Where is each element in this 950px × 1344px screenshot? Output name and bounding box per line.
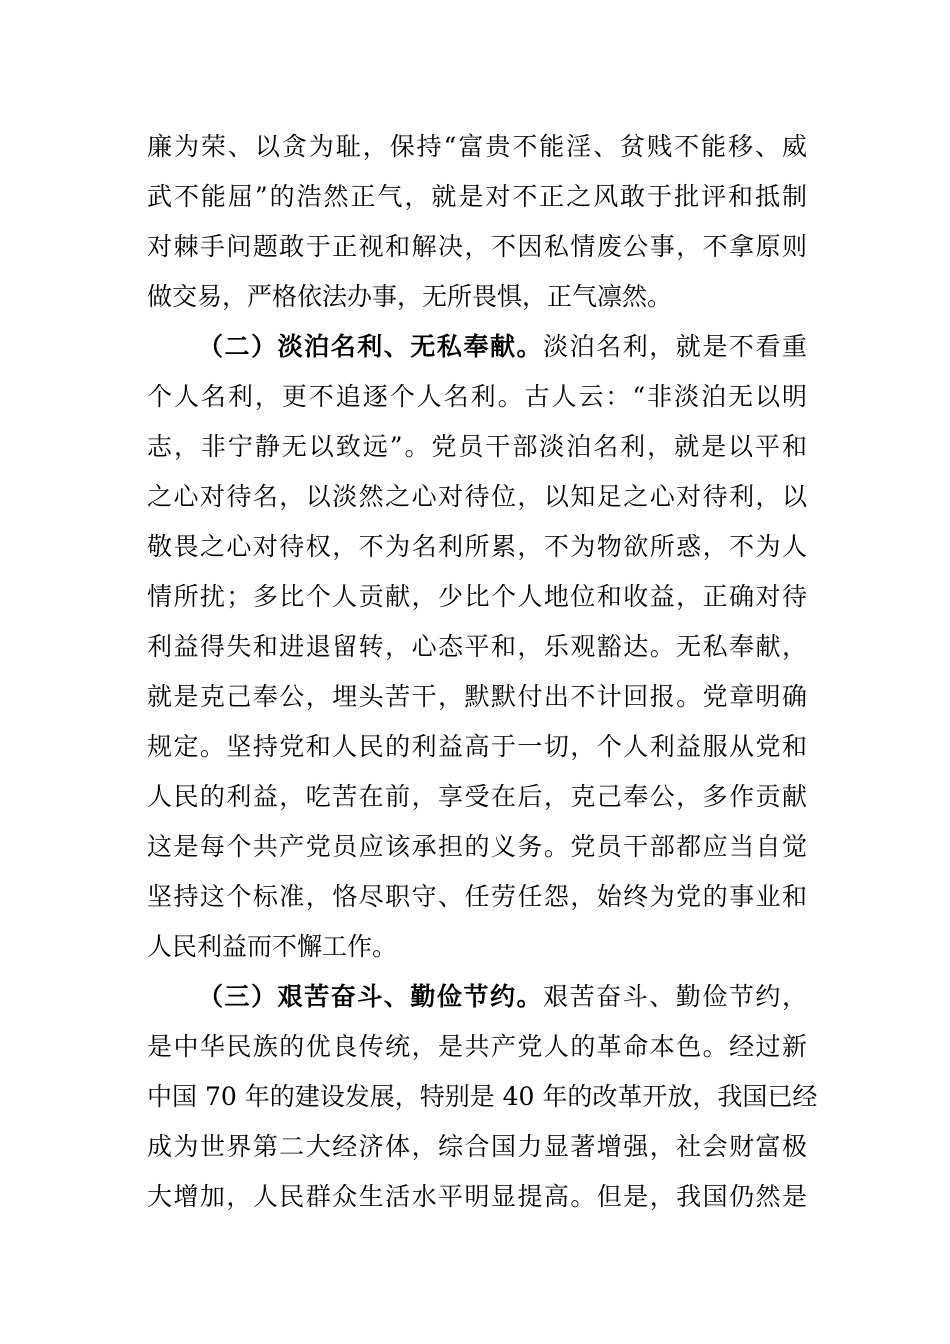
paragraph-line: 中国 70 年的建设发展，特别是 40 年的改革开放，我国已经 [147,1082,818,1111]
paragraph-line: 成为世界第二大经济体，综合国力显著增强，社会财富极 [147,1132,807,1161]
paragraph-line: 志，非宁静无以致远”。党员干部淡泊名利，就是以平和 [147,432,807,461]
paragraph-line: 利益得失和进退留转，心态平和，乐观豁达。无私奉献， [147,632,807,661]
section-2-first-line-text: 淡泊名利，就是不看重 [543,332,807,361]
section-3-heading: （三）艰苦奋斗、勤俭节约。 [198,982,544,1011]
paragraph-line: 人民的利益，吃苦在前，享受在后，克己奉公，多作贡献 [147,782,807,811]
paragraph-line: 是中华民族的优良传统，是共产党人的革命本色。经过新 [147,1032,807,1061]
paragraph-line: 廉为荣、以贪为耻，保持“富贵不能淫、贫贱不能移、威 [147,132,807,161]
paragraph-line: 就是克己奉公，埋头苦干，默默付出不计回报。党章明确 [147,682,807,711]
paragraph-line: 个人名利，更不追逐个人名利。古人云：“非淡泊无以明 [147,382,807,411]
paragraph-line: 做交易，严格依法办事，无所畏惧，正气凛然。 [147,282,673,311]
section-3-first-line-text: 艰苦奋斗、勤俭节约， [543,982,807,1011]
paragraph-line: 这是每个共产党员应该承担的义务。党员干部都应当自觉 [147,832,807,861]
section-2-first-line [198,322,807,372]
section-3-first-line [198,972,807,1022]
paragraph-line: 规定。坚持党和人民的利益高于一切，个人利益服从党和 [147,732,807,761]
paragraph-line: 对棘手问题敢于正视和解决，不因私情废公事，不拿原则 [147,232,807,261]
section-2-heading: （二）淡泊名利、无私奉献。 [198,332,544,361]
paragraph-line: 武不能屈”的浩然正气，就是对不正之风敢于批评和抵制 [147,182,807,211]
paragraph-line: 大增加，人民群众生活水平明显提高。但是，我国仍然是 [147,1182,807,1211]
paragraph-line: 情所扰；多比个人贡献，少比个人地位和收益，正确对待 [147,582,807,611]
paragraph-line: 之心对待名，以淡然之心对待位，以知足之心对待利，以 [147,482,807,511]
paragraph-line: 敬畏之心对待权，不为名利所累，不为物欲所惑，不为人 [147,532,807,561]
paragraph-line: 人民利益而不懈工作。 [147,932,398,961]
paragraph-line: 坚持这个标准，恪尽职守、任劳任怨，始终为党的事业和 [147,882,807,911]
